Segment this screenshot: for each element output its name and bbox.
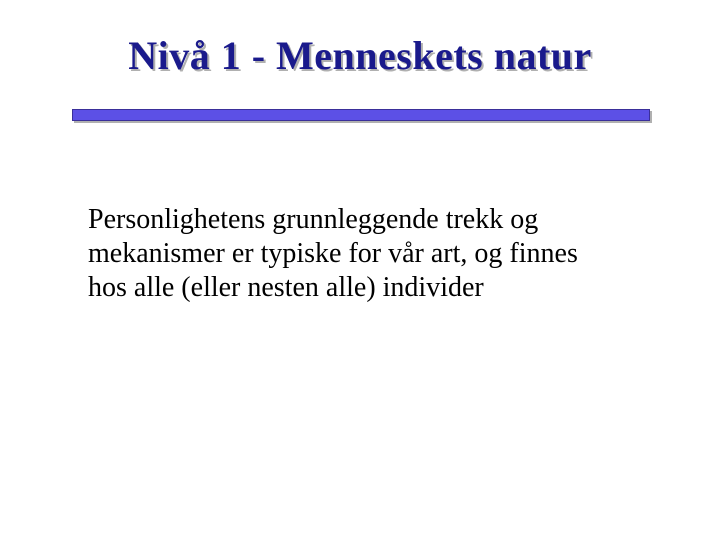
title-divider-bar — [72, 109, 650, 121]
body-line: hos alle (eller nesten alle) individer — [88, 272, 484, 303]
body-line: mekanismer er typiske for vår art, og finnes — [88, 238, 578, 269]
body-line: Personlighetens grunnleggende trekk og — [88, 204, 539, 235]
slide-title: Nivå 1 - Menneskets natur — [128, 33, 592, 78]
slide-body — [88, 203, 688, 305]
